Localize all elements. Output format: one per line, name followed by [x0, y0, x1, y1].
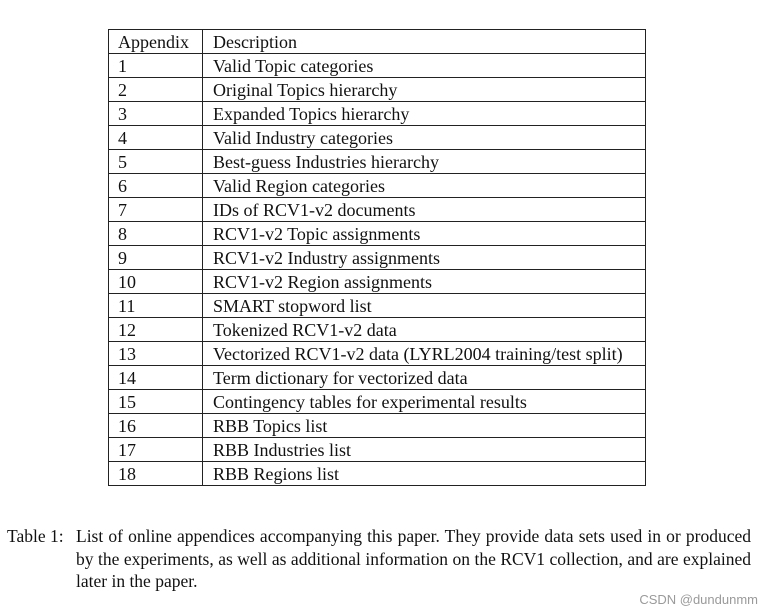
appendix-number: 16 [109, 414, 203, 438]
table-row [109, 102, 646, 126]
appendix-description: RBB Industries list [203, 438, 646, 462]
appendix-number: 6 [109, 174, 203, 198]
appendix-number: 9 [109, 246, 203, 270]
appendix-description: Contingency tables for experimental results [203, 390, 646, 414]
table-row [109, 438, 646, 462]
appendix-number: 17 [109, 438, 203, 462]
appendix-number: 3 [109, 102, 203, 126]
header-description: Description [203, 30, 646, 54]
appendix-number: 2 [109, 78, 203, 102]
appendix-number: 12 [109, 318, 203, 342]
appendix-number: 18 [109, 462, 203, 486]
appendix-description: RCV1-v2 Region assignments [203, 270, 646, 294]
appendix-number: 15 [109, 390, 203, 414]
appendix-number: 5 [109, 150, 203, 174]
appendix-number: 1 [109, 54, 203, 78]
header-appendix: Appendix [109, 30, 203, 54]
appendix-description: RCV1-v2 Industry assignments [203, 246, 646, 270]
appendix-number: 8 [109, 222, 203, 246]
appendix-description: Valid Topic categories [203, 54, 646, 78]
table-body [109, 54, 646, 486]
appendix-description: RBB Topics list [203, 414, 646, 438]
table-row [109, 174, 646, 198]
table-row [109, 198, 646, 222]
table-row [109, 246, 646, 270]
table-row [109, 126, 646, 150]
table-row [109, 414, 646, 438]
appendix-table [108, 29, 646, 486]
appendix-number: 10 [109, 270, 203, 294]
appendix-number: 13 [109, 342, 203, 366]
appendix-number: 7 [109, 198, 203, 222]
appendix-description: Original Topics hierarchy [203, 78, 646, 102]
appendix-description: RBB Regions list [203, 462, 646, 486]
header-row [109, 30, 646, 54]
caption-text: List of online appendices accompanying this paper. They provide data sets used in or produced by the experiments, as well as additional information on the RCV1 collection, and are explained later in the paper. [76, 526, 751, 591]
table-row [109, 342, 646, 366]
appendix-description: Tokenized RCV1-v2 data [203, 318, 646, 342]
appendix-number: 14 [109, 366, 203, 390]
table-row [109, 222, 646, 246]
appendix-number: 4 [109, 126, 203, 150]
table-row [109, 294, 646, 318]
appendix-description: Valid Industry categories [203, 126, 646, 150]
caption-label: Table 1: [7, 526, 64, 546]
appendix-description: SMART stopword list [203, 294, 646, 318]
appendix-description: IDs of RCV1-v2 documents [203, 198, 646, 222]
table-row [109, 54, 646, 78]
table-caption [7, 525, 757, 593]
appendix-description: Vectorized RCV1-v2 data (LYRL2004 training/test split) [203, 342, 646, 366]
appendix-description: Best-guess Industries hierarchy [203, 150, 646, 174]
appendix-description: Valid Region categories [203, 174, 646, 198]
table-row [109, 150, 646, 174]
table-row [109, 270, 646, 294]
appendix-number: 11 [109, 294, 203, 318]
appendix-description: Term dictionary for vectorized data [203, 366, 646, 390]
table-row [109, 462, 646, 486]
table-header [109, 30, 646, 54]
appendix-description: RCV1-v2 Topic assignments [203, 222, 646, 246]
table-row [109, 390, 646, 414]
appendix-description: Expanded Topics hierarchy [203, 102, 646, 126]
table-row [109, 78, 646, 102]
watermark: CSDN @dundunmm [639, 592, 758, 607]
table-row [109, 318, 646, 342]
table-row [109, 366, 646, 390]
